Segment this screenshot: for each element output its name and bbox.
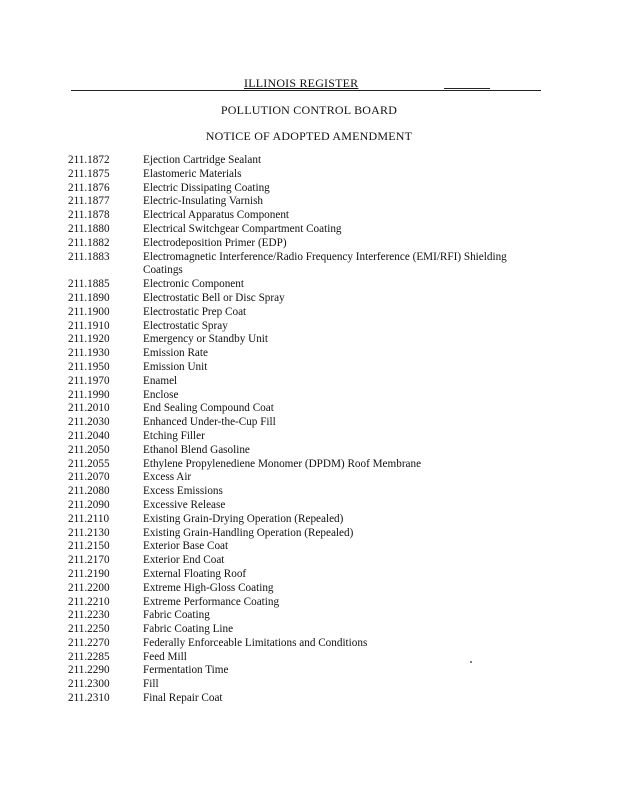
list-item xyxy=(68,513,548,527)
list-item xyxy=(68,264,548,278)
list-item xyxy=(68,485,548,499)
list-item xyxy=(68,154,548,168)
section-title: Enamel xyxy=(143,374,178,387)
section-title: Federally Enforceable Limitations and Conditions xyxy=(143,636,368,649)
list-item xyxy=(68,527,548,541)
section-number: 211.2010 xyxy=(68,402,110,415)
list-item xyxy=(68,554,548,568)
list-item xyxy=(68,651,548,665)
list-item xyxy=(68,637,548,651)
list-item xyxy=(68,444,548,458)
section-number: 211.2250 xyxy=(68,623,110,636)
section-title: Enhanced Under-the-Cup Fill xyxy=(143,416,276,429)
section-number: 211.2050 xyxy=(68,443,110,456)
section-title: Enclose xyxy=(143,388,179,401)
section-title: Existing Grain-Handling Operation (Repealed) xyxy=(143,526,354,539)
section-title: Emission Rate xyxy=(143,347,208,360)
list-item xyxy=(68,568,548,582)
list-item xyxy=(68,237,548,251)
section-title: Exterior End Coat xyxy=(143,554,225,567)
section-title: Electrostatic Bell or Disc Spray xyxy=(143,291,285,304)
list-item xyxy=(68,692,548,706)
list-item xyxy=(68,416,548,430)
list-item xyxy=(68,320,548,334)
section-title: Coatings xyxy=(143,264,183,277)
section-title: Extreme Performance Coating xyxy=(143,595,280,608)
section-number: 211.2090 xyxy=(68,498,110,511)
list-item xyxy=(68,540,548,554)
section-number: 211.1878 xyxy=(68,209,110,222)
section-title: Ethanol Blend Gasoline xyxy=(143,443,250,456)
section-number: 211.2040 xyxy=(68,429,110,442)
section-number: 211.2310 xyxy=(68,692,110,705)
section-title: Electric Dissipating Coating xyxy=(143,181,270,194)
list-item xyxy=(68,582,548,596)
list-item xyxy=(68,195,548,209)
section-title: Electrostatic Prep Coat xyxy=(143,305,247,318)
list-item xyxy=(68,458,548,472)
list-item xyxy=(68,596,548,610)
list-item xyxy=(68,678,548,692)
section-title: Electronic Component xyxy=(143,278,244,291)
list-item xyxy=(68,278,548,292)
section-number: 211.2030 xyxy=(68,416,110,429)
header-rule-mark xyxy=(444,88,490,89)
section-number: 211.1885 xyxy=(68,278,110,291)
list-item xyxy=(68,347,548,361)
section-title: Electrodeposition Primer (EDP) xyxy=(143,236,287,249)
section-title: Emergency or Standby Unit xyxy=(143,333,269,346)
section-number: 211.1990 xyxy=(68,388,110,401)
section-number: 211.2200 xyxy=(68,581,110,594)
section-title: Extreme High-Gloss Coating xyxy=(143,581,274,594)
section-number: 211.1875 xyxy=(68,167,110,180)
list-item xyxy=(68,209,548,223)
section-title: Ethylene Propylenediene Monomer (DPDM) Roof Membrane xyxy=(143,457,422,470)
section-number: 211.2285 xyxy=(68,650,110,663)
section-number: 211.2070 xyxy=(68,471,110,484)
section-number: 211.2150 xyxy=(68,540,110,553)
section-number: 211.1882 xyxy=(68,236,110,249)
scan-speck xyxy=(470,661,472,663)
section-title: Electromagnetic Interference/Radio Frequency Interference (EMI/RFI) Shielding xyxy=(143,250,507,263)
section-number: 211.1900 xyxy=(68,305,110,318)
section-title: Elastomeric Materials xyxy=(143,167,242,180)
section-number: 211.2190 xyxy=(68,567,110,580)
section-number: 211.2130 xyxy=(68,526,110,539)
section-number: 211.2270 xyxy=(68,636,110,649)
section-number xyxy=(68,264,143,278)
section-number: 211.2055 xyxy=(68,457,110,470)
section-number: 211.1890 xyxy=(68,291,110,304)
section-number: 211.2210 xyxy=(68,595,110,608)
list-item xyxy=(68,375,548,389)
section-number: 211.1970 xyxy=(68,374,110,387)
section-title: Excessive Release xyxy=(143,498,226,511)
section-number: 211.1920 xyxy=(68,333,110,346)
section-list xyxy=(68,154,548,706)
section-number: 211.2170 xyxy=(68,554,110,567)
section-title: Electrical Switchgear Compartment Coating xyxy=(143,222,342,235)
section-number: 211.1876 xyxy=(68,181,110,194)
list-item xyxy=(68,664,548,678)
list-item xyxy=(68,389,548,403)
section-title: Electrostatic Spray xyxy=(143,319,228,332)
section-number: 211.1880 xyxy=(68,222,110,235)
section-number: 211.1877 xyxy=(68,195,110,208)
list-item xyxy=(68,306,548,320)
section-number: 211.1910 xyxy=(68,319,110,332)
section-title: Ejection Cartridge Sealant xyxy=(143,154,262,166)
section-title: External Floating Roof xyxy=(143,567,247,580)
list-item xyxy=(68,168,548,182)
section-number: 211.1950 xyxy=(68,360,110,373)
list-item xyxy=(68,609,548,623)
section-title: Exterior Base Coat xyxy=(143,540,229,553)
section-title: Etching Filler xyxy=(143,429,205,442)
section-number: 211.2110 xyxy=(68,512,110,525)
list-item xyxy=(68,499,548,513)
list-item xyxy=(68,292,548,306)
section-title: End Sealing Compound Coat xyxy=(143,402,274,415)
section-title: Excess Emissions xyxy=(143,485,223,498)
register-title: ILLINOIS REGISTER xyxy=(244,76,359,90)
section-number: 211.2300 xyxy=(68,678,110,691)
section-title: Excess Air xyxy=(143,471,192,484)
section-number: 211.2230 xyxy=(68,609,110,622)
board-title: POLLUTION CONTROL BOARD xyxy=(220,103,398,117)
list-item xyxy=(68,333,548,347)
list-item xyxy=(68,361,548,375)
list-item xyxy=(68,223,548,237)
section-title: Existing Grain-Drying Operation (Repealed) xyxy=(143,512,344,525)
section-number: 211.1930 xyxy=(68,347,110,360)
list-item xyxy=(68,471,548,485)
section-number: 211.2080 xyxy=(68,485,110,498)
section-title: Fabric Coating xyxy=(143,609,210,622)
section-title: Fermentation Time xyxy=(143,664,229,677)
section-title: Fabric Coating Line xyxy=(143,623,234,636)
section-title: Emission Unit xyxy=(143,360,208,373)
section-number: 211.1872 xyxy=(68,154,110,166)
section-title: Electrical Apparatus Component xyxy=(143,209,290,222)
list-item xyxy=(68,402,548,416)
section-title: Final Repair Coat xyxy=(143,692,223,705)
section-number: 211.1883 xyxy=(68,250,110,263)
section-title: Feed Mill xyxy=(143,650,187,663)
list-item xyxy=(68,623,548,637)
list-item xyxy=(68,182,548,196)
notice-title: NOTICE OF ADOPTED AMENDMENT xyxy=(205,129,413,143)
section-number: 211.2290 xyxy=(68,664,110,677)
list-item xyxy=(68,430,548,444)
section-title: Fill xyxy=(143,678,159,691)
list-item xyxy=(68,251,548,265)
section-title: Electric-Insulating Varnish xyxy=(143,195,264,208)
